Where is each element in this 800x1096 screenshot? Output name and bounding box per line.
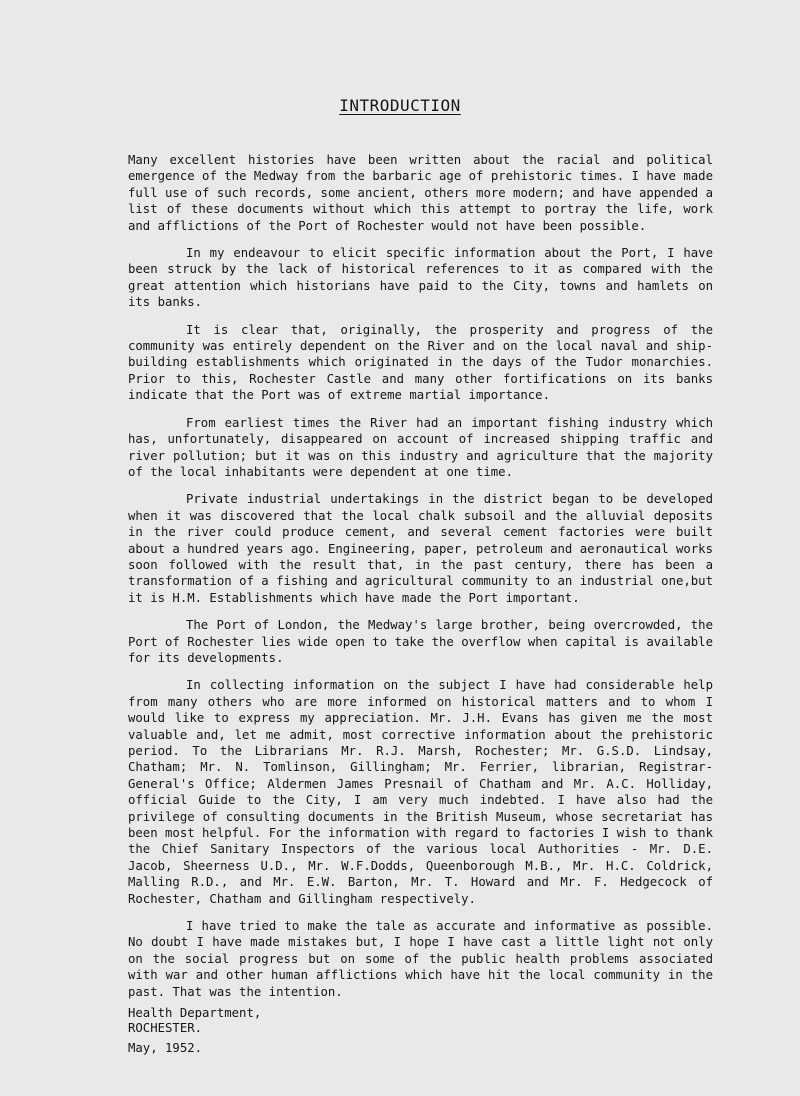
document-body bbox=[128, 152, 713, 1011]
paragraph-5: Private industrial undertakings in the district began to be developed when it was discovered that the local chalk subsoil and the alluvial deposits in the river could produce cement, and several cement factories were built about a hundred years ago. Engineering, paper, petroleum and aeronautical works soon followed with the result that, in the past century, there has been a transformation of a fishing and agricultural community to an industrial one,but it is H.M. Establishments which have made the Port important. bbox=[128, 492, 713, 605]
paragraph-3: It is clear that, originally, the prosperity and progress of the community was entirely dependent on the River and on the local naval and ship-building establishments which originated in the days of the Tudor monarchies. Prior to this, Rochester Castle and many other fortifications on its banks indicate that the Port was of extreme martial importance. bbox=[128, 322, 713, 403]
paragraph-6: The Port of London, the Medway's large brother, being overcrowded, the Port of Rochester lies wide open to take the overflow when capital is available for its developments. bbox=[128, 618, 713, 665]
page-title bbox=[0, 96, 800, 115]
signoff-block bbox=[128, 1006, 261, 1056]
paragraph-1: Many excellent histories have been written about the racial and political emergence of the Medway from the barbaric age of prehistoric times. I have made full use of such records, some ancient, others more modern; and have appended a list of these documents without which this attempt to portray the life, work and afflictions of the Port of Rochester would not have been possible. bbox=[128, 153, 713, 233]
paragraph-7: In collecting information on the subject I have had considerable help from many others who are more informed on historical matters and to whom I would like to express my appreciation. Mr. J.H. Evans has given me the most valuable and, let me admit, most corrective information about the prehistoric period. To the Librarians Mr. R.J. Marsh, Rochester; Mr. G.S.D. Lindsay, Chatham; Mr. N. Tomlinson, Gillingham; Mr. Ferrier, librarian, Registrar-General's Office; Aldermen James Presnail of Chatham and Mr. A.C. Holliday, official Guide to the City, I am very much indebted. I have also had the privilege of consulting documents in the British Museum, whose secretariat has been most helpful. For the information with regard to factories I wish to thank the Chief Sanitary Inspectors of the various local Authorities - Mr. D.E. Jacob, Sheerness U.D., Mr. W.F.Dodds, Queenborough M.B., Mr. H.C. Coldrick, Malling R.D., and Mr. E.W. Barton, Mr. T. Howard and Mr. F. Hedgecock of Rochester, Chatham and Gillingham respectively. bbox=[128, 678, 713, 906]
paragraph-2: In my endeavour to elicit specific information about the Port, I have been struck by the lack of historical references to it as compared with the great attention which historians have paid to the City, towns and hamlets on its banks. bbox=[128, 246, 713, 310]
signoff-department: Health Department, bbox=[128, 1006, 262, 1020]
page-title-text: INTRODUCTION bbox=[339, 96, 461, 115]
paragraph-8: I have tried to make the tale as accurate and informative as possible. No doubt I have made mistakes but, I hope I have cast a little light not only on the social progress but on some of the public health problems associated with war and other human afflictions which have hit the local community in the past. That was the intention. bbox=[128, 919, 713, 999]
signoff-date: May, 1952. bbox=[128, 1041, 203, 1055]
signoff-place: ROCHESTER. bbox=[128, 1021, 203, 1035]
paragraph-4: From earliest times the River had an important fishing industry which has, unfortunately, disappeared on account of increased shipping traffic and river pollution; but it was on this industry and agriculture that the majority of the local inhabitants were dependent at one time. bbox=[128, 415, 713, 479]
